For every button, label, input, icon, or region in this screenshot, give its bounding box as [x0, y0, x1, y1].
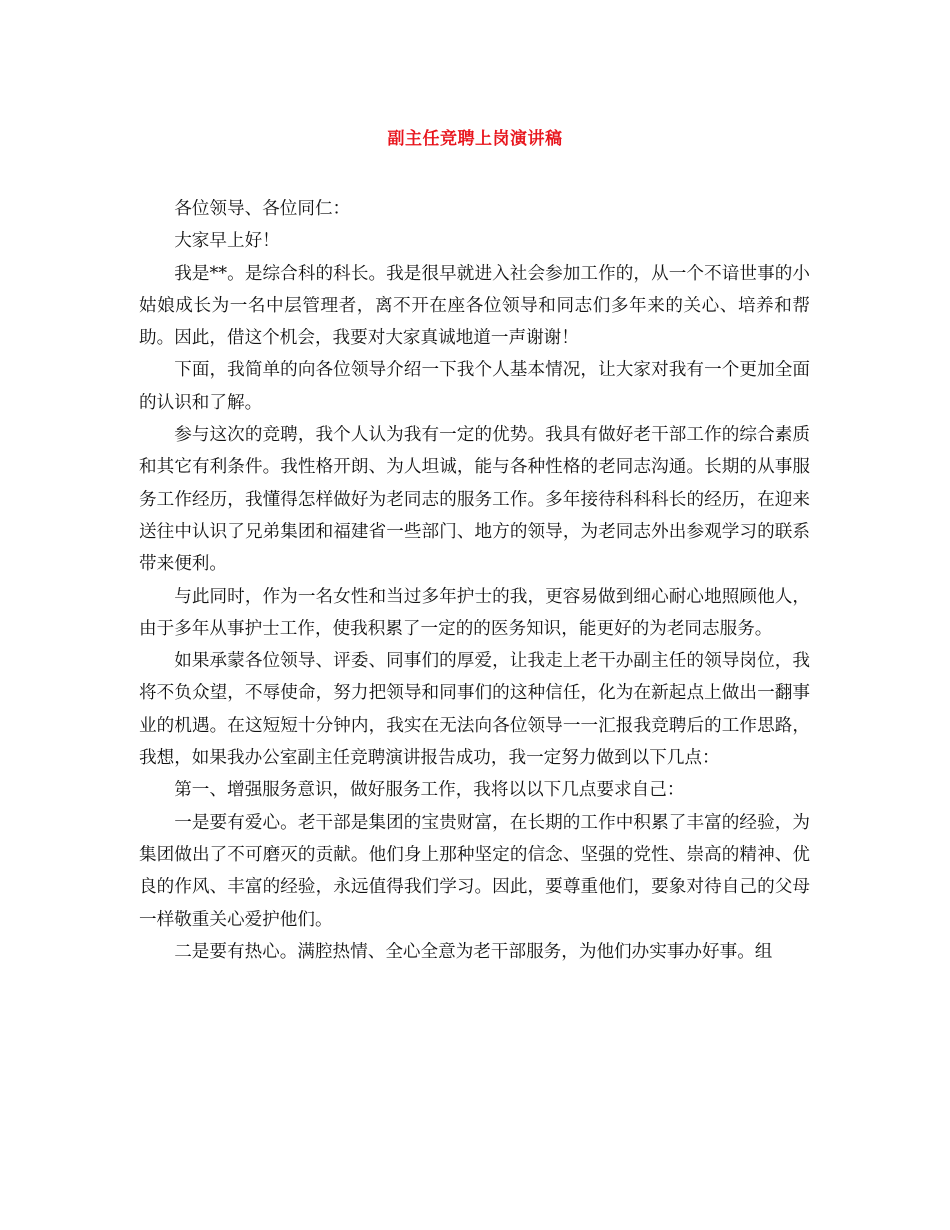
- paragraph-commitment: 如果承蒙各位领导、评委、同事们的厚爱，让我走上老干办副主任的领导岗位，我将不负众望，不辱使命，努力把领导和同事们的这种信任，化为在新起点上做出一翻事业的机遇。在这短短十分钟内，我实在无法向各位领导一一汇报我竞聘后的工作思路，我想，如果我办公室副主任竞聘演讲报告成功，我一定努力做到以下几点：: [139, 651, 810, 769]
- paragraph-enthusiasm: 二是要有热心。满腔热情、全心全意为老干部服务，为他们办实事办好事。组: [174, 941, 773, 962]
- paragraph-greeting: 大家早上好！: [174, 231, 280, 252]
- document-body: [139, 193, 810, 968]
- paragraph-salutation: 各位领导、各位同仁：: [174, 199, 351, 219]
- paragraph-nursing-experience: 与此同时，作为一名女性和当过多年护士的我，更容易做到细心耐心地照顾他人，由于多年从事护士工作，使我积累了一定的的医务知识，能更好的为老同志服务。: [139, 586, 810, 639]
- paragraph-overview: 下面，我简单的向各位领导介绍一下我个人基本情况，让大家对我有一个更加全面的认识和了解。: [139, 360, 810, 413]
- paragraph-first-point: 第一、增强服务意识，做好服务工作，我将以以下几点要求自己：: [174, 780, 685, 801]
- paragraph-advantages: 参与这次的竞聘，我个人认为我有一定的优势。我具有做好老干部工作的综合素质和其它有利条件。我性格开朗、为人坦诚，能与各种性格的老同志沟通。长期的从事服务工作经历，我懂得怎样做好为老同志的服务工作。多年接待科科科长的经历，在迎来送往中认识了兄弟集团和福建省一些部门、地方的领导，为老同志外出参观学习的联系带来便利。: [139, 425, 810, 575]
- document-title: 副主任竞聘上岗演讲稿: [387, 129, 563, 149]
- paragraph-love: 一是要有爱心。老干部是集团的宝贵财富，在长期的工作中积累了丰富的经验，为集团做出了不可磨灭的贡献。他们身上那种坚定的信念、坚强的党性、崇高的精神、优良的作风、丰富的经验，永远值得我们学习。因此，要尊重他们，要象对待自己的父母一样敬重关心爱护他们。: [139, 812, 810, 930]
- paragraph-introduction: 我是**。是综合科的科长。我是很早就进入社会参加工作的，从一个不谙世事的小姑娘成长为一名中层管理者，离不开在座各位领导和同志们多年来的关心、培养和帮助。因此，借这个机会，我要对大家真诚地道一声谢谢！: [139, 263, 810, 349]
